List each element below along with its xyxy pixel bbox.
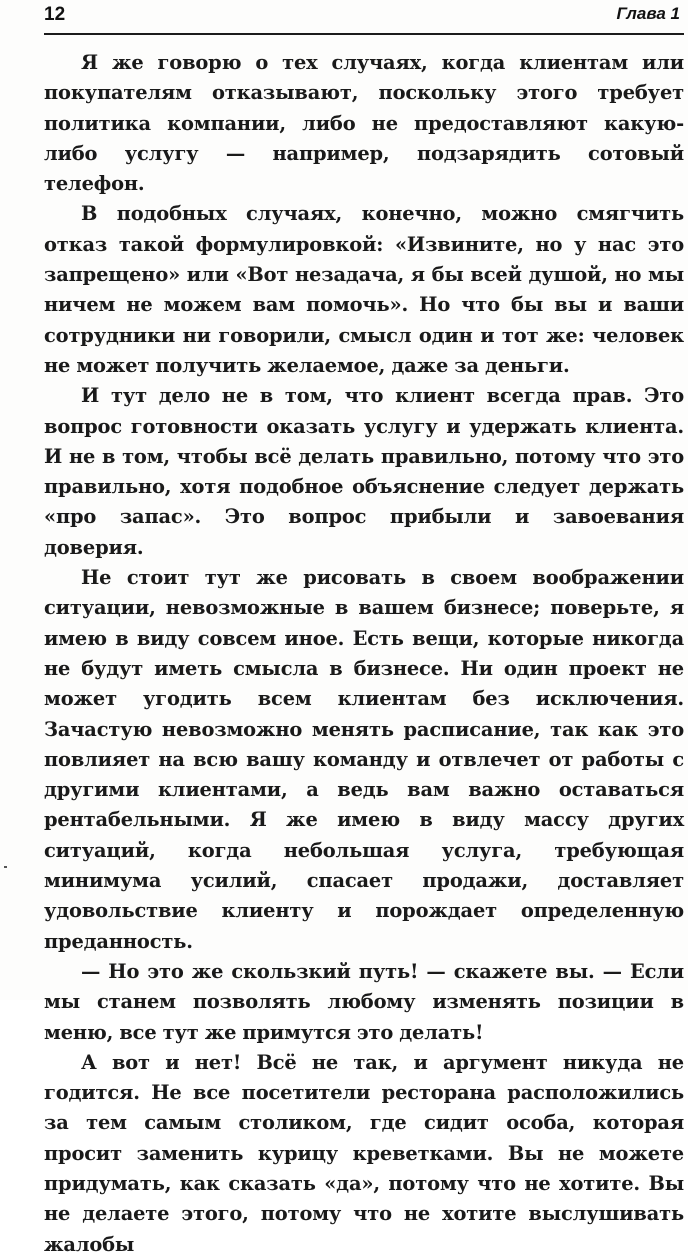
- paragraph: Не стоит тут же рисовать в своем воображении ситуации, невозможные в вашем бизнесе; поверьте, я имею в виду совсем иное. Есть вещи, которые никогда не будут иметь смысла в бизнесе. Ни один проект не может угодить всем клиентам без исключения. Зачастую невозможно менять расписание, так как это повлияет на всю вашу команду и отвлечет от работы с другими клиентами, а ведь вам важно оставаться рентабельными. Я же имею в виду массу других ситуаций, когда небольшая услуга, требующая минимума усилий, спасает продажи, доставляет удовольствие клиенту и порождает определенную преданность.: [44, 566, 684, 953]
- paragraph: А вот и нет! Всё не так, и аргумент никуда не годится. Не все посетители ресторана расположились за тем самым столиком, где сидит особа, которая просит заменить курицу креветками. Вы не можете придумать, как сказать «да», потому что не хотите. Вы не делаете этого, потому что не хотите выслушивать жалобы: [44, 1050, 684, 1256]
- page-header: [44, 0, 680, 34]
- paragraph: Я же говорю о тех случаях, когда клиентам или покупателям отказывают, поскольку этого требует политика компании, либо не предоставляют какую-либо услугу — например, подзарядить сотовый телефон.: [44, 51, 684, 196]
- body-text: [44, 48, 684, 1260]
- paragraph: — Но это же скользкий путь! — скажете вы. — Если мы станем позволять любому изменять позиции в меню, все тут же примутся это делать!: [44, 959, 684, 1044]
- page-number: 12: [44, 4, 66, 25]
- header-rule: [44, 33, 684, 35]
- margin-mark: [4, 866, 7, 868]
- paragraph: В подобных случаях, конечно, можно смягчить отказ такой формулировкой: «Извините, но у нас это запрещено» или «Вот незадача, я бы всей душой, но мы ничем не можем вам помочь». Но что бы вы и ваши сотрудники ни говорили, смысл один и тот же: человек не может получить желаемое, даже за деньги.: [44, 202, 684, 377]
- chapter-running-head: Глава 1: [616, 4, 680, 23]
- paragraph: И тут дело не в том, что клиент всегда прав. Это вопрос готовности оказать услугу и удержать клиента. И не в том, чтобы всё делать правильно, потому что это правильно, хотя подобное объяснение следует держать «про запас». Это вопрос прибыли и завоевания доверия.: [44, 384, 684, 559]
